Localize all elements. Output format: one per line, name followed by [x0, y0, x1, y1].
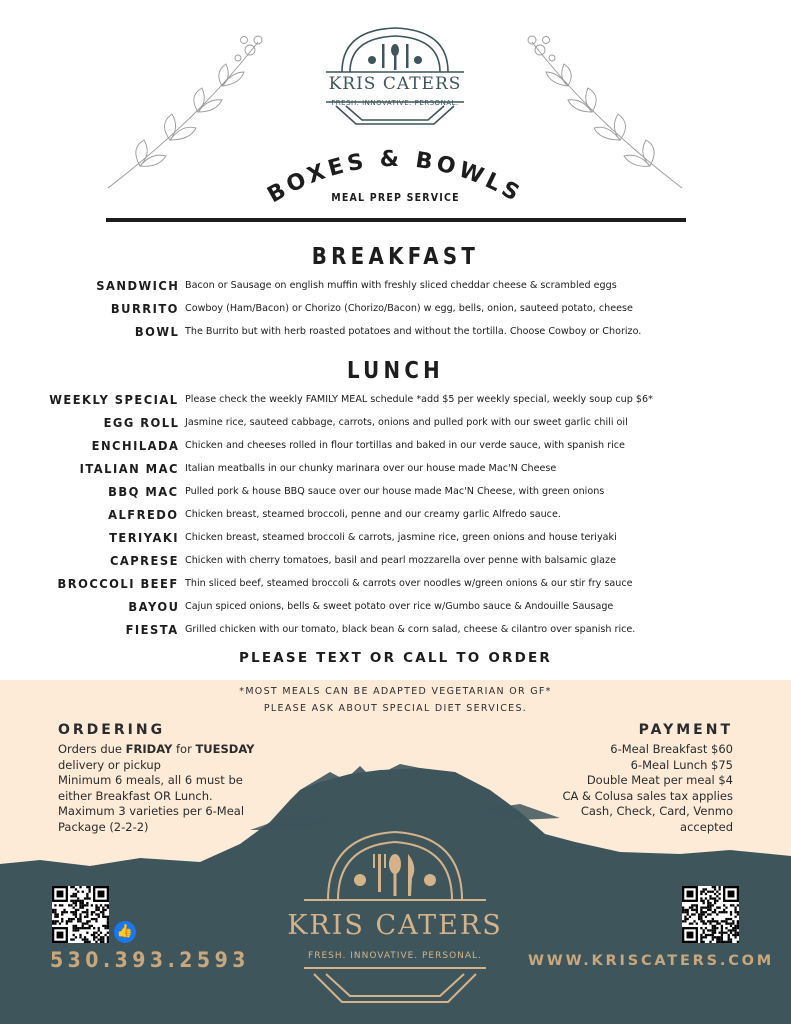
- menu-item-description: Chicken with cherry tomatoes, basil and pearl mozzarella over penne with balsamic glaze: [185, 555, 616, 566]
- menu-item-name: BAYOU: [128, 599, 179, 614]
- menu-item-name: ENCHILADA: [91, 438, 179, 453]
- menu-item: [0, 599, 791, 619]
- menu-item-description: Please check the weekly FAMILY MEAL schedule *add $5 per weekly special, weekly soup cup $6*: [185, 394, 653, 405]
- info-line: delivery or pickup: [58, 757, 161, 772]
- menu-item: [0, 461, 791, 481]
- menu-item-name: FIESTA: [126, 622, 179, 637]
- menu-item-name: ALFREDO: [108, 507, 179, 522]
- menu-item: [0, 576, 791, 596]
- menu-item-description: Pulled pork & house BBQ sauce over our house made Mac'N Cheese, with green onions: [185, 486, 605, 497]
- info-line: either Breakfast OR Lunch.: [58, 788, 213, 803]
- phone-number[interactable]: 530.393.2593: [50, 948, 250, 972]
- qr-code-website-icon[interactable]: [682, 886, 739, 943]
- menu-item: [0, 484, 791, 504]
- menu-item-description: Jasmine rice, sauteed cabbage, carrots, onions and pulled pork with our sweet garlic chili oil: [185, 417, 628, 428]
- menu-item-name: BBQ MAC: [108, 484, 179, 499]
- menu-item-description: Chicken breast, steamed broccoli, penne and our creamy garlic Alfredo sauce.: [185, 509, 561, 520]
- menu-item-name: BURRITO: [110, 301, 179, 316]
- menu-item-name: EGG ROLL: [103, 415, 179, 430]
- menu-item: [0, 507, 791, 527]
- ordering-heading: ORDERING: [58, 722, 166, 738]
- menu-item-description: Chicken breast, steamed broccoli & carrots, jasmine rice, green onions and house teriyaki: [185, 532, 617, 543]
- payment-heading: PAYMENT: [638, 722, 733, 738]
- menu-item: [0, 415, 791, 435]
- info-line: accepted: [680, 819, 733, 834]
- info-line: CA & Colusa sales tax applies: [562, 788, 733, 803]
- menu-item: [0, 530, 791, 550]
- menu-item-description: The Burrito but with herb roasted potatoes and without the tortilla. Choose Cowboy or Chorizo.: [185, 326, 642, 337]
- order-call-to-action: PLEASE TEXT OR CALL TO ORDER: [238, 650, 553, 666]
- diet-note: *MOST MEALS CAN BE ADAPTED VEGETARIAN OR GF*: [239, 686, 552, 697]
- menu-item-name: CAPRESE: [110, 553, 179, 568]
- menu-item-name: WEEKLY SPECIAL: [49, 392, 179, 407]
- footer-brand-name: KRIS CATERS: [287, 910, 503, 941]
- menu-item-name: BROCCOLI BEEF: [57, 576, 179, 591]
- footer-tagline: FRESH. INNOVATIVE. PERSONAL.: [308, 951, 482, 961]
- menu-item-description: Thin sliced beef, steamed broccoli & carrots over noodles w/green onions & our stir fry sauce: [185, 578, 633, 589]
- lunch-heading: LUNCH: [346, 358, 445, 384]
- breakfast-heading: BREAKFAST: [311, 244, 480, 270]
- menu-item-description: Chicken and cheeses rolled in flour tortillas and baked in our verde sauce, with spanish rice: [185, 440, 625, 451]
- menu-item: [0, 324, 791, 344]
- header-divider: [106, 218, 686, 222]
- menu-item: [0, 392, 791, 412]
- menu-item: [0, 622, 791, 642]
- info-line: Maximum 3 varieties per 6-Meal: [58, 804, 245, 819]
- info-line: Cash, Check, Card, Venmo: [580, 804, 733, 819]
- diet-note-2: PLEASE ASK ABOUT SPECIAL DIET SERVICES.: [263, 703, 528, 714]
- botanical-sprig-left-icon: [100, 28, 270, 198]
- menu-item-name: ITALIAN MAC: [79, 461, 179, 476]
- qr-code-phone-icon[interactable]: [52, 886, 109, 943]
- info-line: 6-Meal Lunch $75: [630, 757, 733, 772]
- svg-text:BOXES & BOWLS: BOXES & BOWLS: [263, 146, 527, 209]
- info-line: 6-Meal Breakfast $60: [610, 742, 733, 756]
- menu-item: [0, 278, 791, 298]
- menu-item-description: Cowboy (Ham/Bacon) or Chorizo (Chorizo/Bacon) w egg, bells, onion, sauteed potato, cheese: [185, 303, 633, 314]
- facebook-like-icon[interactable]: 👍: [114, 921, 136, 943]
- website-link[interactable]: WWW.KRISCATERS.COM: [528, 953, 774, 969]
- menu-item-description: Bacon or Sausage on english muffin with freshly sliced cheddar cheese & scrambled eggs: [185, 280, 617, 291]
- logo-tagline: FRESH. INNOVATIVE. PERSONAL.: [331, 99, 459, 107]
- menu-item-description: Cajun spiced onions, bells & sweet potato over rice w/Gumbo sauce & Andouille Sausage: [185, 601, 614, 612]
- info-line: Minimum 6 meals, all 6 must be: [58, 773, 243, 788]
- menu-item: [0, 301, 791, 321]
- menu-item-name: TERIYAKI: [109, 530, 179, 545]
- menu-item: [0, 438, 791, 458]
- menu-item-name: SANDWICH: [95, 278, 179, 293]
- menu-item-description: Italian meatballs in our chunky marinara over our house made Mac'N Cheese: [185, 463, 557, 474]
- page-subtitle: MEAL PREP SERVICE: [331, 192, 460, 204]
- menu-item-description: Grilled chicken with our tomato, black bean & corn salad, cheese & cilantro over spanish rice.: [185, 624, 636, 635]
- logo-brand-name: KRIS CATERS: [328, 74, 462, 94]
- menu-item: [0, 553, 791, 573]
- botanical-sprig-right-icon: [520, 28, 690, 198]
- ordering-line: Orders due FRIDAY for TUESDAY: [58, 742, 255, 756]
- menu-item-name: BOWL: [134, 324, 179, 339]
- info-line: Double Meat per meal $4: [586, 773, 733, 788]
- info-line: Package (2-2-2): [58, 819, 149, 834]
